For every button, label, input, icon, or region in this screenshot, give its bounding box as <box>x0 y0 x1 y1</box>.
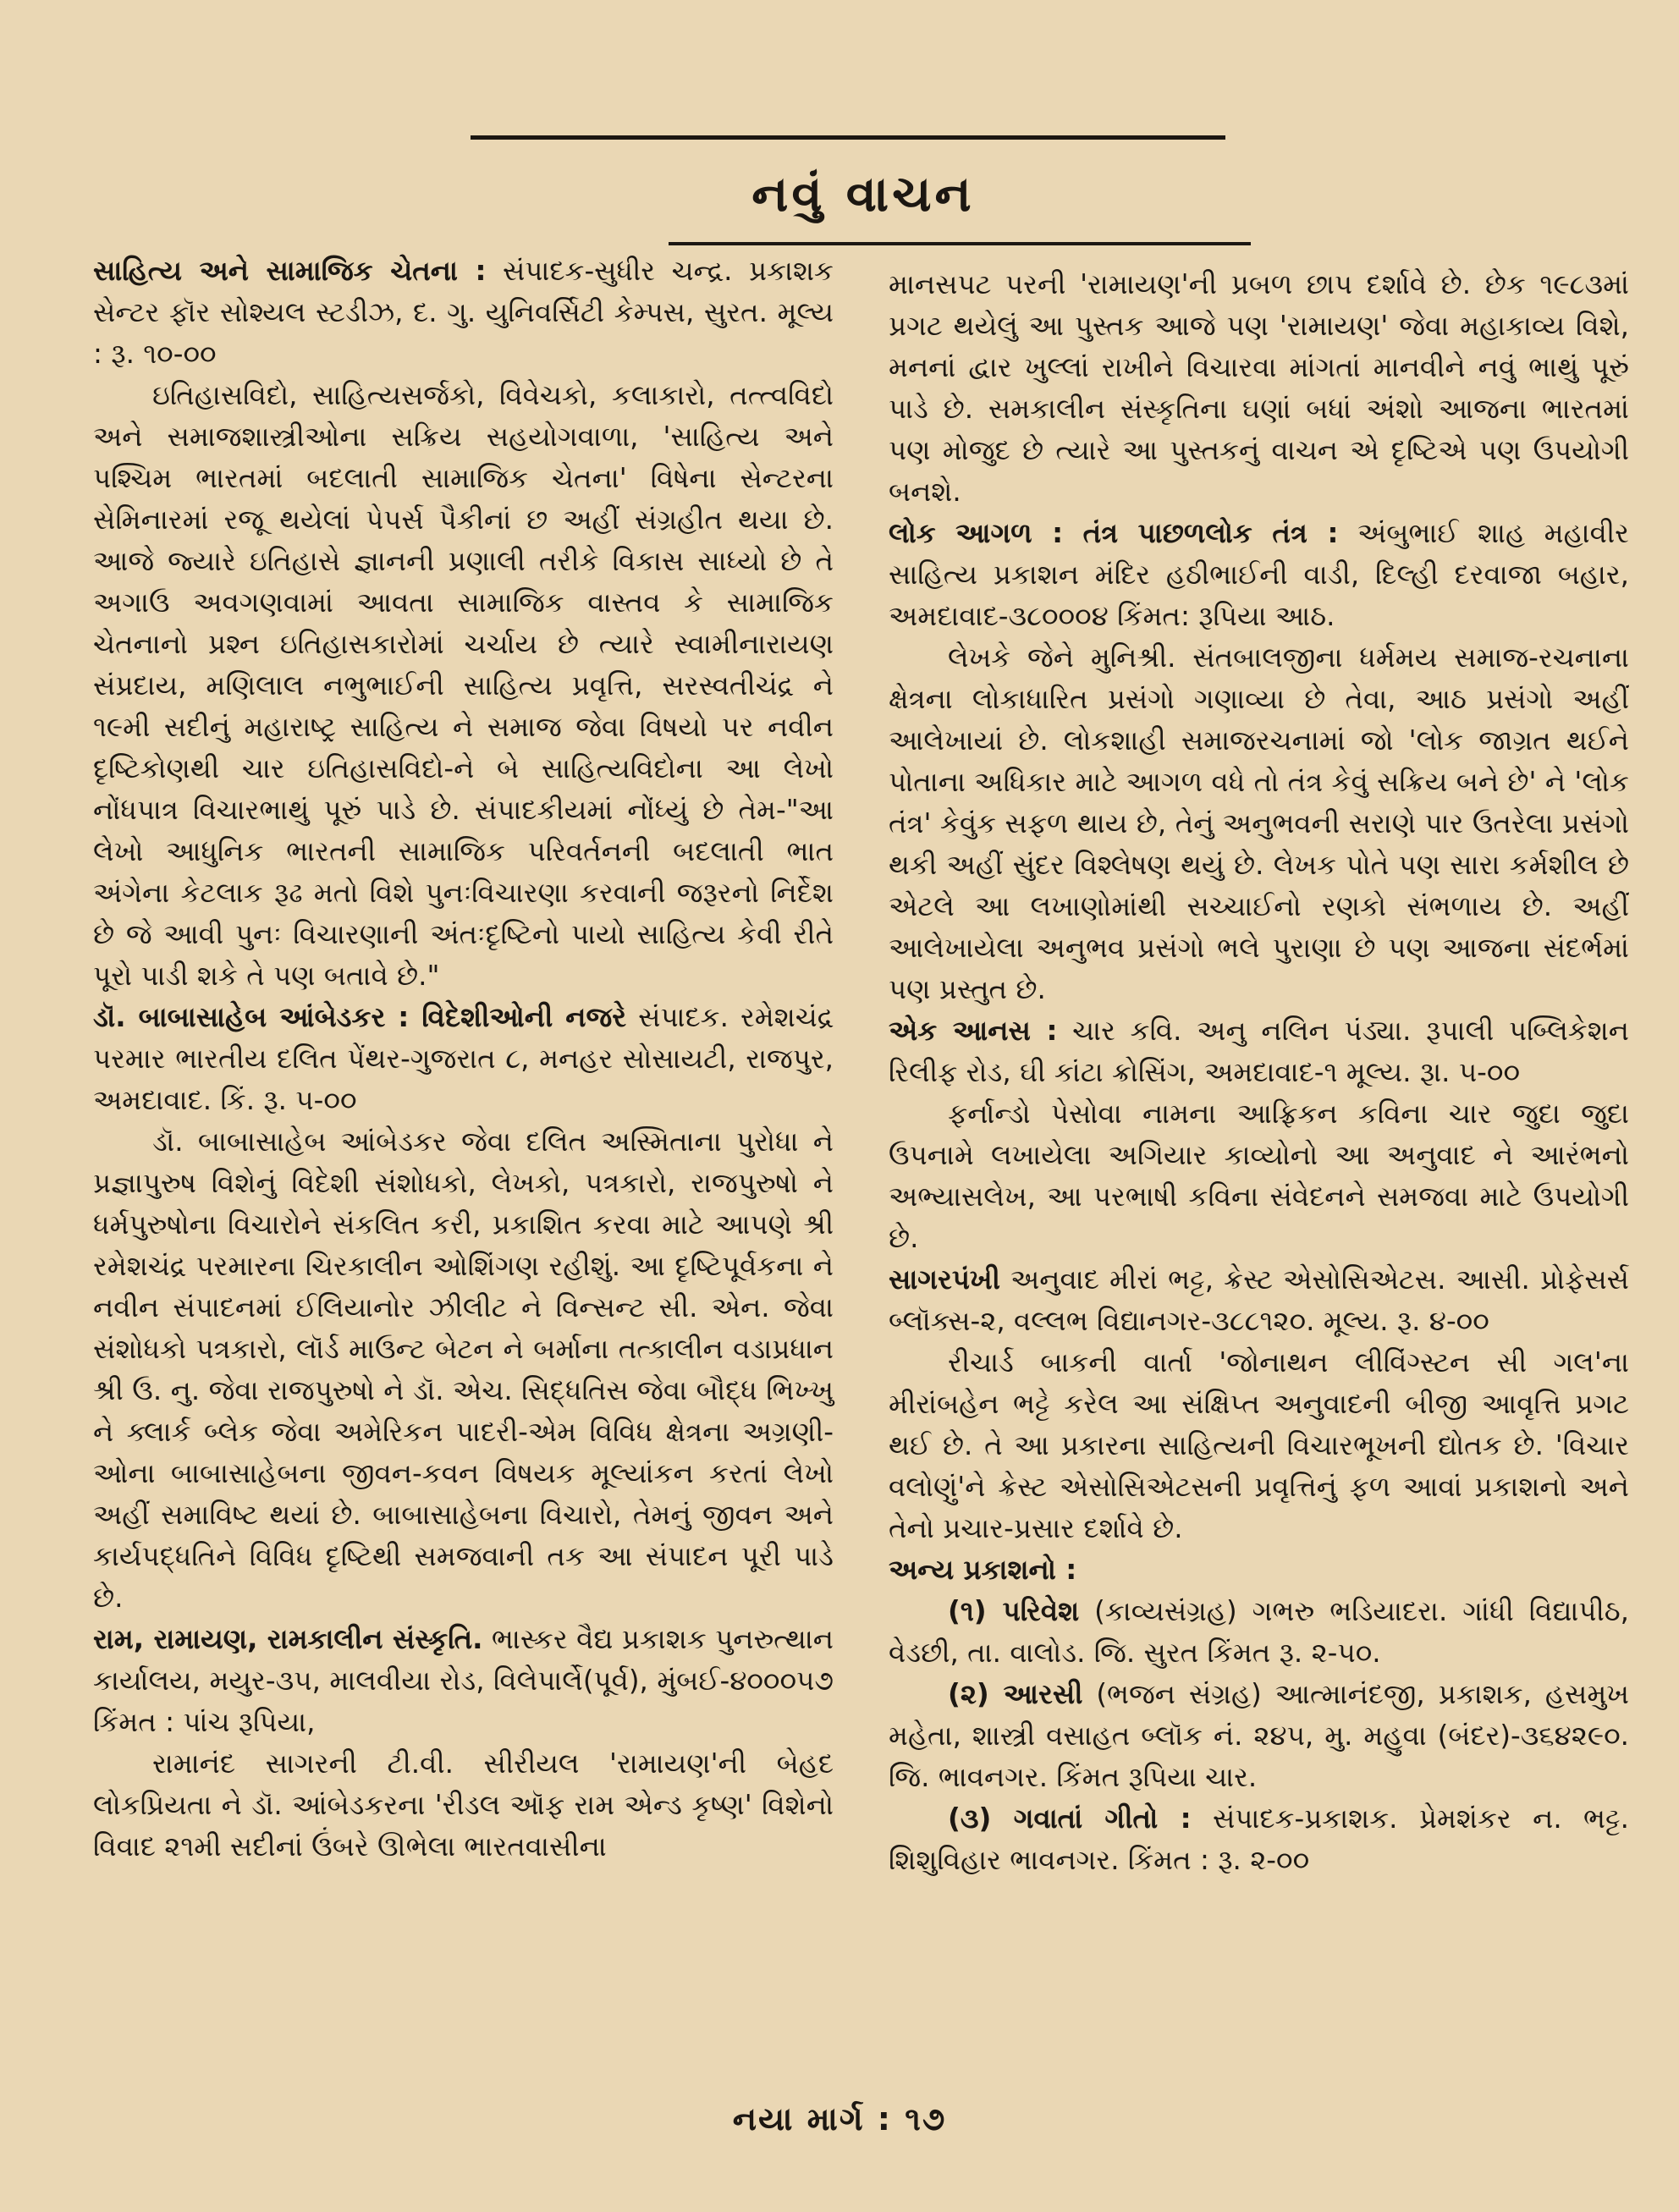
review-1-title: સાહિત્ય અને સામાજિક ચેતના : <box>93 255 487 287</box>
review-2-title: ડૉ. બાબાસાહેબ આંબેડકર : વિદેશીઓની નજરે <box>93 1001 627 1033</box>
title-underline <box>669 242 1251 245</box>
review-6-body: રીચાર્ડ બાકની વાર્તા 'જોનાથન લીવિંગ્સ્ટન સી ગલ'ના મીરાંબહેન ભટ્ટે કરેલ આ સંક્ષિપ્ત અનુવાદની બીજી આવૃત્તિ પ્રગટ થઈ છે. તે આ પ્રકારના સાહિત્યની વિચારભૂખની દ્યોતક છે. 'વિચાર વલોણું'ને ક્રેસ્ટ એસોસિએટસની પ્રવૃત્તિનું ફળ આવાં પ્રકાશનો અને તેનો પ્રચાર-પ્રસાર દર્શાવે છે. <box>889 1346 1629 1544</box>
other-pub-3-title: (૩) ગવાતાં ગીતો : <box>948 1802 1192 1835</box>
review-3-body-cont: માનસપટ પરની 'રામાયણ'ની પ્રબળ છાપ દર્શાવે છે. છેક ૧૯૮૩માં પ્રગટ થયેલું આ પુસ્તક આજે પણ 'રામાયણ' જેવા મહાકાવ્ય વિશે, મનનાં દ્વાર ખુલ્લાં રાખીને વિચારવા માંગતાં માનવીને નવું ભાથું પૂરું પાડે છે. સમકાલીન સંસ્કૃતિના ઘણાં બધાં અંશો આજના ભારતમાં પણ મોજુદ છે ત્યારે આ પુસ્તકનું વાચન એ દૃષ્ટિએ પણ ઉપયોગી બનશે. <box>889 268 1629 508</box>
review-4-heading-para <box>889 513 1629 637</box>
review-3-details: ભાસ્કર વૈદ્ય પ્રકાશક પુનરુત્થાન કાર્યાલય, મયુર-૩૫, માલવીયા રોડ, વિલેપાર્લે(પૂર્વ), મુંબઈ-૪૦૦૦૫૭ કિંમત : પાંચ રૂપિયા, <box>93 1623 834 1738</box>
review-2-details: સંપાદક. રમેશચંદ્ર પરમાર ભારતીય દલિત પેંથર-ગુજરાત ૮, મનહર સોસાયટી, રાજપુર, અમદાવાદ. કિં. રૂ. ૫-૦૦ <box>93 1001 834 1116</box>
review-3-title: રામ, રામાયણ, રામકાલીન સંસ્કૃતિ. <box>93 1623 483 1655</box>
review-4-details: અંબુભાઈ શાહ મહાવીર સાહિત્ય પ્રકાશન મંદિર હઠીભાઈની વાડી, દિલ્હી દરવાજા બહાર, અમદાવાદ-૩૮૦૦૦૪ કિંમત: રૂપિયા આઠ. <box>889 517 1629 632</box>
review-4-body: લેખકે જેને મુનિશ્રી. સંતબાલજીના ધર્મમય સમાજ-રચનાના ક્ષેત્રના લોકાધારિત પ્રસંગો ગણાવ્યા છે તેવા, આઠ પ્રસંગો અહીં આલેખાયાં છે. લોકશાહી સમાજરચનામાં જો 'લોક જાગ્રત થઈને પોતાના અધિકાર માટે આગળ વધે તો તંત્ર કેવું સક્રિય બને છે' ને 'લોક તંત્ર' કેવુંક સફળ થાય છે, તેનું અનુભવની સરાણે પાર ઉતરેલા પ્રસંગો થકી અહીં સુંદર વિશ્લેષણ થયું છે. લેખક પોતે પણ સારા કર્મશીલ છે એટલે આ લખાણોમાંથી સચ્ચાઈનો રણકો સંભળાય છે. અહીં આલેખાયેલા અનુભવ પ્રસંગો ભલે પુરાણા છે પણ આજના સંદર્ભમાં પણ પ્રસ્તુત છે. <box>889 641 1629 1005</box>
other-pub-3 <box>889 1798 1629 1881</box>
review-1-body: ઇતિહાસવિદો, સાહિત્યસર્જકો, વિવેચકો, કલાકારો, તત્ત્વવિદો અને સમાજશાસ્ત્રીઓના સક્રિય સહયોગવાળા, 'સાહિત્ય અને પશ્ચિમ ભારતમાં બદલાતી સામાજિક ચેતના' વિષેના સેન્ટરના સેમિનારમાં રજૂ થયેલાં પેપર્સ પૈકીનાં છ અહીં સંગ્રહીત થયા છે. આજે જ્યારે ઇતિહાસે જ્ઞાનની પ્રણાલી તરીકે વિકાસ સાધ્યો છે તે અગાઉ અવગણવામાં આવતા સામાજિક વાસ્તવ કે સામાજિક ચેતનાનો પ્રશ્ન ઇતિહાસકારોમાં ચર્ચાય છે ત્યારે સ્વામીનારાયણ સંપ્રદાય, મણિલાલ નભુભાઈની સાહિત્ય પ્રવૃત્તિ, સરસ્વતીચંદ્ર ને ૧૯મી સદીનું મહારાષ્ટ્ર સાહિત્ય ને સમાજ જેવા વિષયો પર નવીન દૃષ્ટિકોણથી ચાર ઇતિહાસવિદો-ને બે સાહિત્યવિદોના આ લેખો નોંધપાત્ર વિચારભાથું પૂરું પાડે છે. સંપાદકીયમાં નોંધ્યું છે તેમ-"આ લેખો આધુનિક ભારતની સામાજિક પરિવર્તનની બદલાતી ભાત અંગેના કેટલાક રૂઢ મતો વિશે પુનઃવિચારણા કરવાની જરૂરનો નિર્દેશ છે જે આવી પુનઃ વિચારણાની અંતઃદૃષ્ટિનો પાયો સાહિત્ય કેવી રીતે પૂરો પાડી શકે તે પણ બતાવે છે." <box>93 379 834 992</box>
other-pub-1-details: (કાવ્યસંગ્રહ) ગભરુ ભડિયાદરા. ગાંધી વિદ્યાપીઠ, વેડછી, તા. વાલોડ. જિ. સુરત કિંમત રૂ. ૨-૫૦. <box>889 1595 1629 1669</box>
review-1-heading-para <box>93 250 834 375</box>
review-2-heading-para <box>93 997 834 1121</box>
review-6-title: સાગરપંખી <box>889 1263 1000 1296</box>
review-6-details: અનુવાદ મીરાં ભટ્ટ, ક્રેસ્ટ એસોસિએટસ. આસી. પ્રોફેસર્સ બ્લૉક્સ-૨, વલ્લભ વિદ્યાનગર-૩૮૮૧૨૦. મૂલ્ય. રૂ. ૪-૦૦ <box>889 1263 1629 1337</box>
review-2-body: ડૉ. બાબાસાહેબ આંબેડકર જેવા દલિત અસ્મિતાના પુરોધા ને પ્રજ્ઞાપુરુષ વિશેનું વિદેશી સંશોધકો, લેખકો, પત્રકારો, રાજપુરુષો ને ધર્મપુરુષોના વિચારોને સંકલિત કરી, પ્રકાશિત કરવા માટે આપણે શ્રી રમેશચંદ્ર પરમારના ચિરકાલીન ઓશિંગણ રહીશું. આ દૃષ્ટિપૂર્વકના ને નવીન સંપાદનમાં ઈલિયાનોર ઝીલીટ ને વિન્સન્ટ સી. એન. જેવા સંશોધકો પત્રકારો, લૉર્ડ માઉન્ટ બેટન ને બર્માના તત્કાલીન વડાપ્રધાન શ્રી ઉ. નુ. જેવા રાજપુરુષો ને ડૉ. એચ. સિદ્ધતિસ જેવા બૌદ્ધ ભિખ્ખુ ને ક્લાર્ક બ્લેક જેવા અમેરિકન પાદરી-એમ વિવિધ ક્ષેત્રના અગ્રણી-ઓના બાબાસાહેબના જીવન-કવન વિષયક મૂલ્યાંકન કરતાં લેખો અહીં સમાવિષ્ટ થયાં છે. બાબાસાહેબના વિચારો, તેમનું જીવન અને કાર્યપદ્ધતિને વિવિધ દૃષ્ટિથી સમજવાની તક આ સંપાદન પૂરી પાડે છે. <box>93 1125 834 1614</box>
other-pub-2-title: (૨) આરસી <box>948 1678 1083 1710</box>
left-column <box>93 250 834 1868</box>
top-rule <box>471 135 1225 140</box>
page-title: નવું વાચન <box>751 165 975 223</box>
review-5-title: એક આનસ : <box>889 1015 1058 1047</box>
review-3-heading-para <box>93 1619 834 1743</box>
other-pub-2 <box>889 1674 1629 1798</box>
review-6-heading-para <box>889 1259 1629 1342</box>
right-column <box>889 264 1629 1881</box>
review-3-body: રામાનંદ સાગરની ટી.વી. સીરીયલ 'રામાયણ'ની બેહદ લોકપ્રિયતા ને ડૉ. આંબેડકરના 'રીડલ ઑફ રામ એન્ડ કૃષ્ણ' વિશેનો વિવાદ ૨૧મી સદીનાં ઉંબરે ઊભેલા ભારતવાસીના <box>93 1747 834 1863</box>
other-pub-3-details: સંપાદક-પ્રકાશક. પ્રેમશંકર ન. ભટ્ટ. શિશુવિહાર ભાવનગર. કિંમત : રૂ. ૨-૦૦ <box>889 1802 1629 1876</box>
review-5-details: ચાર કવિ. અનુ નલિન પંડ્યા. રૂપાલી પબ્લિકેશન રિલીફ રોડ, ઘી કાંટા ક્રોસિંગ, અમદાવાદ-૧ મૂલ્ય. રૂા. ૫-૦૦ <box>889 1015 1629 1088</box>
other-pub-1 <box>889 1591 1629 1674</box>
other-publications-heading: અન્ય પ્રકાશનો : <box>889 1554 1077 1586</box>
review-5-heading-para <box>889 1010 1629 1093</box>
other-pub-1-title: (૧) પરિવેશ <box>948 1595 1080 1627</box>
review-1-details: સંપાદક-સુધીર ચન્દ્ર. પ્રકાશક સેન્ટર ફૉર સોશ્યલ સ્ટડીઝ, દ. ગુ. યુનિવર્સિટી કેમ્પસ, સુરત. મૂલ્ય : રૂ. ૧૦-૦૦ <box>93 255 834 370</box>
review-4-title: લોક આગળ : તંત્ર પાછળલોક તંત્ર : <box>889 517 1339 549</box>
review-5-body: ફર્નાન્ડો પેસોવા નામના આફ્રિકન કવિના ચાર જુદા જુદા ઉપનામે લખાયેલા અગિયાર કાવ્યોનો આ અનુવાદ ને આરંભનો અભ્યાસલેખ, આ પરભાષી કવિના સંવેદનને સમજવા માટે ઉપયોગી છે. <box>889 1098 1629 1254</box>
page-footer: નયા માર્ગ : ૧૭ <box>732 2100 947 2138</box>
other-pub-2-details: (ભજન સંગ્રહ) આત્માનંદજી, પ્રકાશક, હસમુખ મહેતા, શાસ્ત્રી વસાહત બ્લૉક નં. ૨૪૫, મુ. મહુવા (બંદર)-૩૬૪૨૯૦. જિ. ભાવનગર. કિંમત રૂપિયા ચાર. <box>889 1678 1629 1793</box>
